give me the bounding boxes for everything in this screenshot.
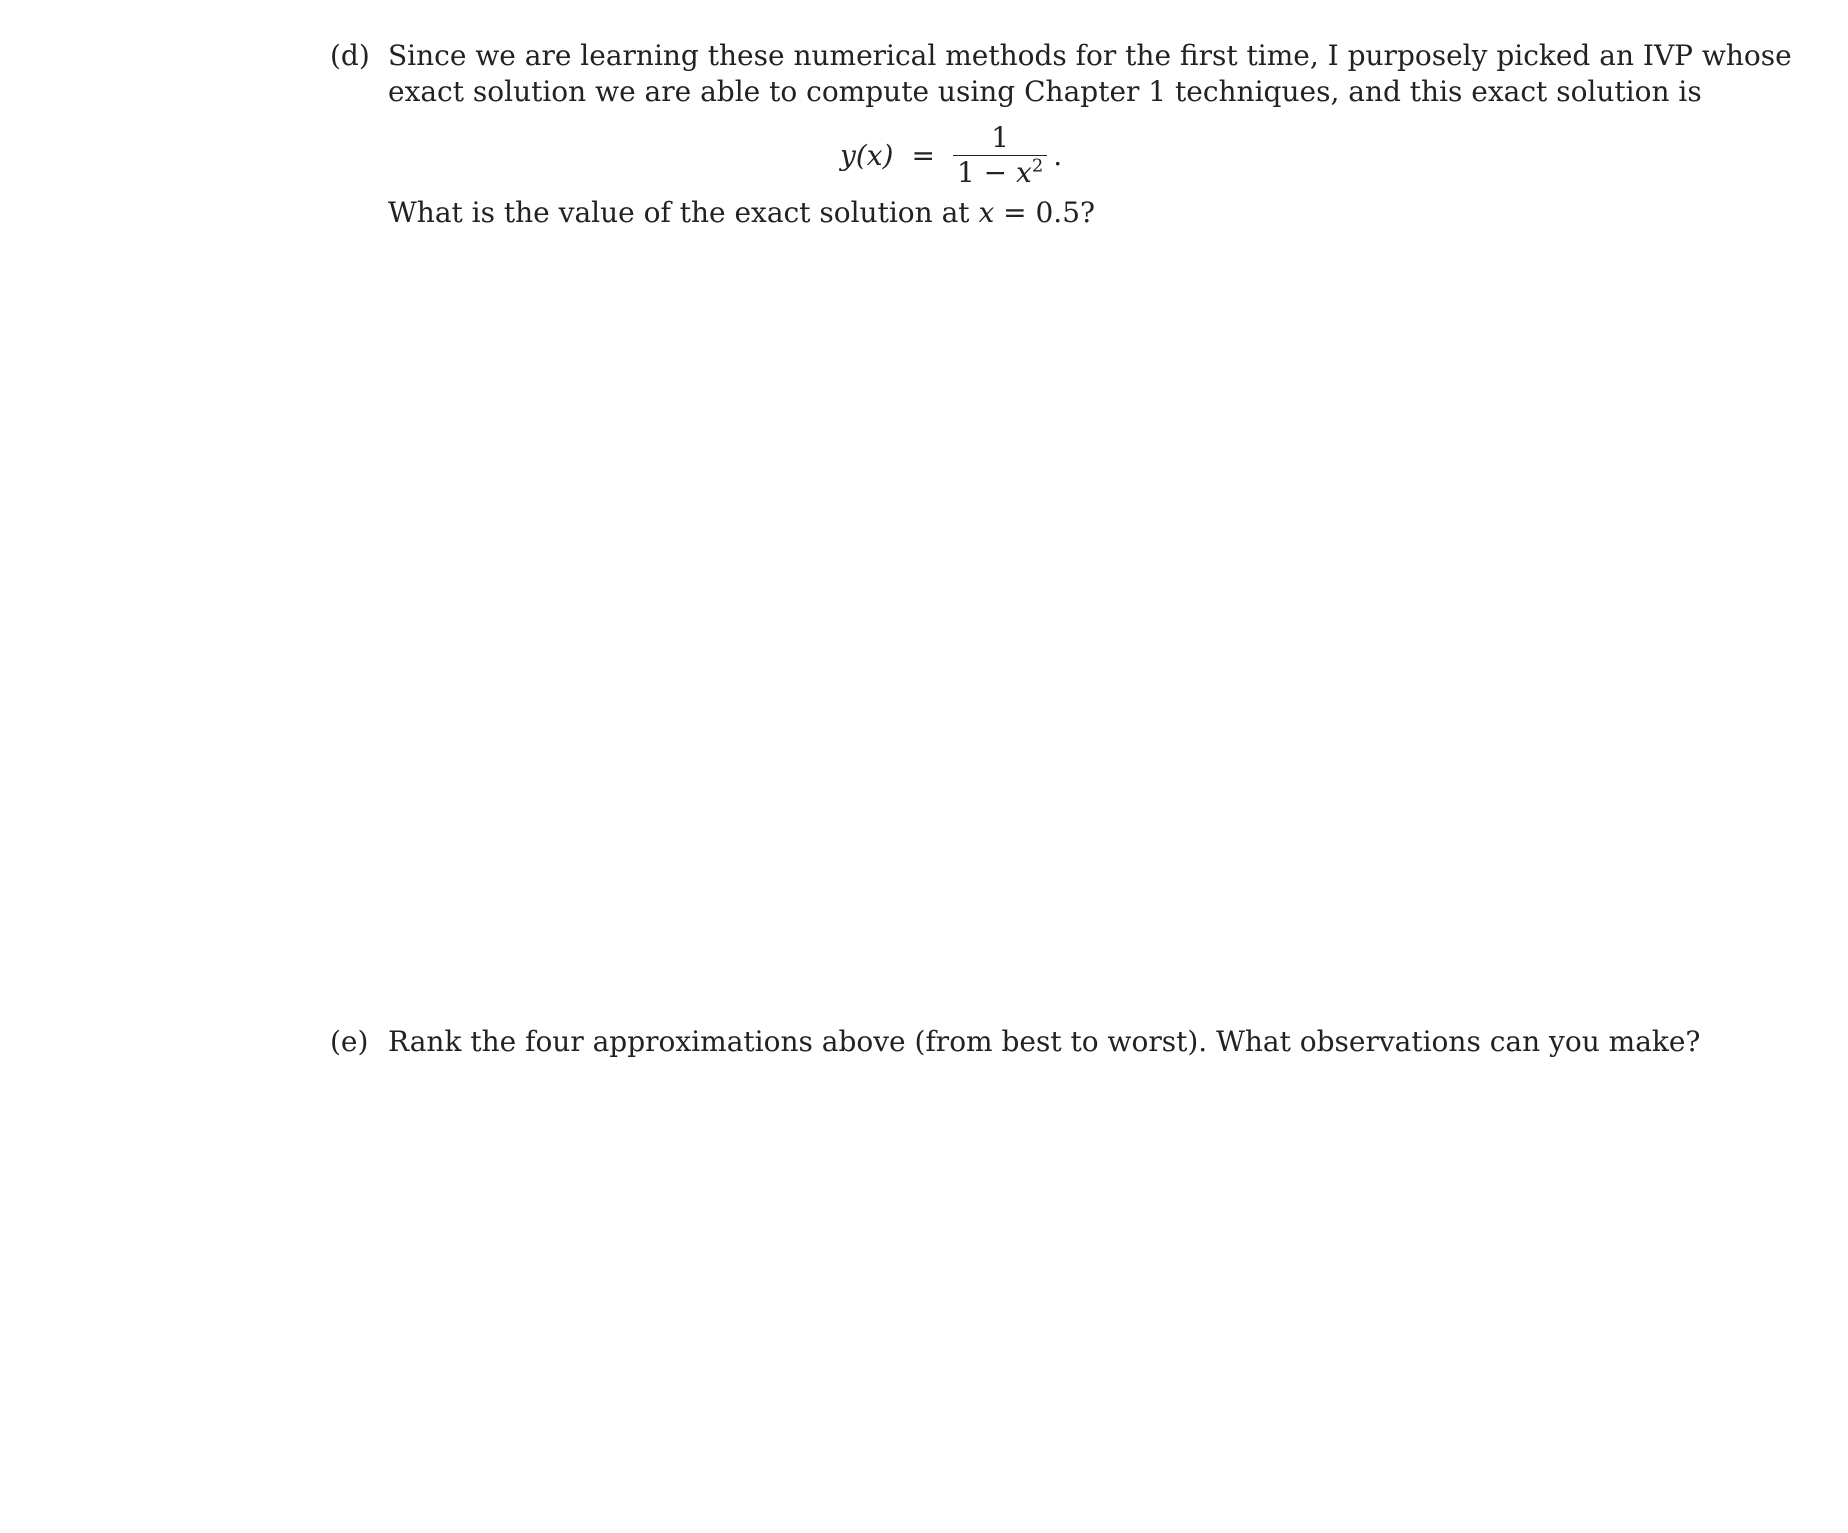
equation-lhs: y(x) [840,138,894,172]
exact-solution-equation [840,120,1062,190]
part-d-label: (d) [330,39,370,72]
denominator-exponent: 2 [1031,155,1044,177]
question-prefix: What is the value of the exact solution at [388,196,979,229]
denominator-variable: x [1016,155,1032,189]
part-e-body [388,1024,1730,1060]
equation-period: . [1053,138,1063,172]
question-suffix: = 0.5? [994,196,1096,229]
part-d-line-2: exact solution we are able to compute using Chapter 1 techniques, and this exact solution is [388,75,1702,108]
part-d-question [388,195,1095,231]
question-variable: x [978,196,995,229]
fraction-numerator: 1 [991,120,1010,154]
fraction-denominator [953,156,1047,188]
part-e-label: (e) [330,1025,369,1058]
equation-fraction [953,120,1047,189]
part-d-line-1: Since we are learning these numerical methods for the first time, I purposely picked an IVP whose [388,39,1792,72]
problem-part-e [330,1024,1730,1060]
denominator-prefix: 1 − [956,155,1017,189]
part-e-text: Rank the four approximations above (from best to worst). What observations can you make? [388,1025,1701,1058]
part-d-body [388,38,1792,110]
equation-equals-sign: = [911,138,935,172]
problem-part-d [330,38,1792,110]
